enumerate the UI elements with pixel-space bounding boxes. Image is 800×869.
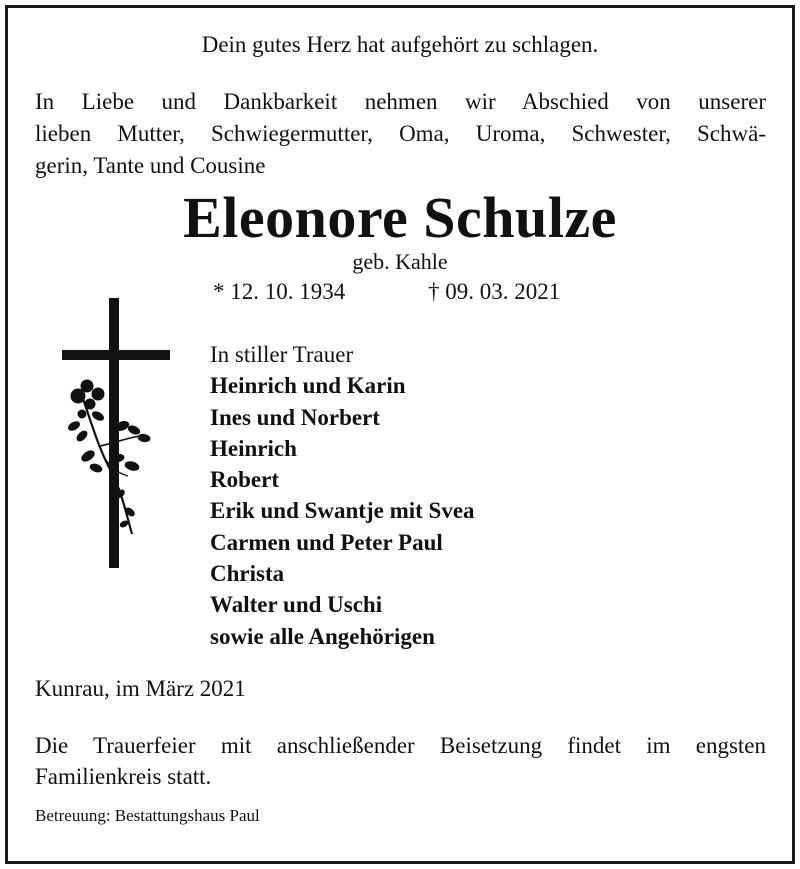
farewell-line: gerin, Tante und Cousine bbox=[35, 153, 266, 178]
cross-vertical-beam bbox=[109, 298, 119, 568]
birth-date: * 12. 10. 1934 bbox=[213, 279, 346, 304]
mourners-list bbox=[210, 339, 475, 652]
ceremony-line: Die Trauerfeier mit anschließender Beisetzung findet im engsten bbox=[35, 733, 766, 758]
farewell-line: lieben Mutter, Schwiegermutter, Oma, Uroma, Schwester, Schwä- bbox=[35, 121, 766, 146]
farewell-line: In Liebe und Dankbarkeit nehmen wir Abschied von unserer bbox=[35, 89, 766, 114]
mourner-entry: sowie alle Angehörigen bbox=[210, 623, 435, 649]
mourner-entry: Heinrich und Karin bbox=[210, 373, 406, 399]
opening-verse: Dein gutes Herz hat aufgehört zu schlagen. bbox=[201, 32, 599, 57]
maiden-name: geb. Kahle bbox=[352, 249, 448, 274]
mourner-entry: Carmen und Peter Paul bbox=[210, 529, 443, 555]
cross-with-rose-icon bbox=[60, 298, 172, 570]
place-and-date: Kunrau, im März 2021 bbox=[35, 676, 246, 701]
death-date: † 09. 03. 2021 bbox=[428, 279, 561, 304]
cross-horizontal-beam bbox=[62, 350, 170, 360]
deceased-name: Eleonore Schulze bbox=[183, 185, 617, 250]
mourning-intro: In stiller Trauer bbox=[210, 342, 354, 367]
mourner-entry: Walter und Uschi bbox=[210, 592, 383, 618]
farewell-text bbox=[35, 86, 766, 182]
mourner-entry: Erik und Swantje mit Svea bbox=[210, 498, 475, 524]
mourner-entry: Heinrich bbox=[210, 435, 297, 461]
mourner-entry: Christa bbox=[210, 561, 285, 587]
mourner-entry: Ines und Norbert bbox=[210, 404, 380, 430]
funeral-home-credit: Betreuung: Bestattungshaus Paul bbox=[35, 806, 260, 825]
ceremony-line: Familienkreis statt. bbox=[35, 764, 212, 789]
rose-branch bbox=[67, 380, 150, 534]
mourner-entry: Robert bbox=[210, 467, 279, 493]
ceremony-info bbox=[35, 730, 766, 792]
